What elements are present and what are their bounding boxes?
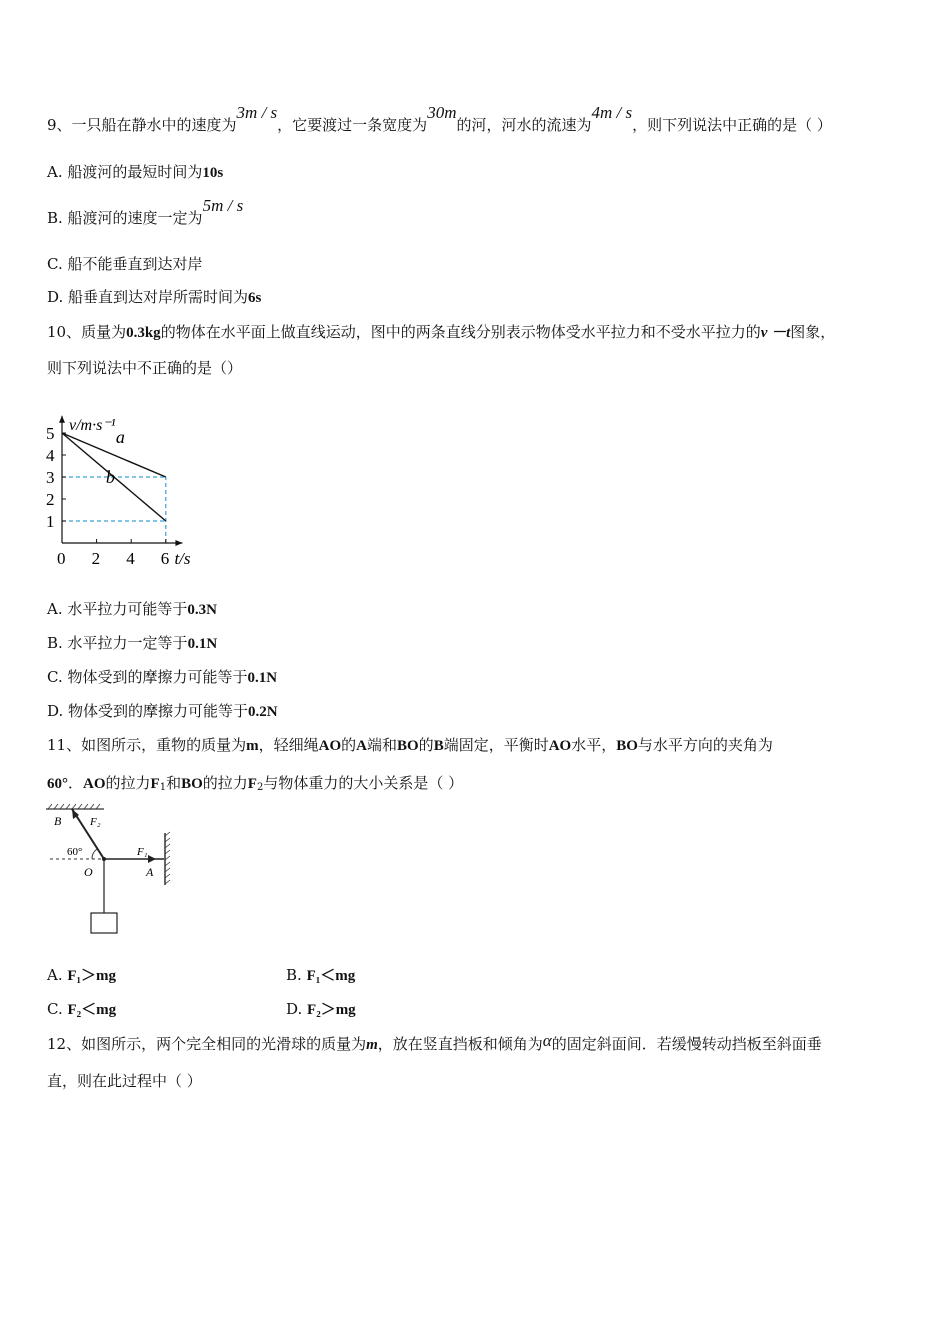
q11-options-ab xyxy=(47,965,647,986)
q10-text: 图象， xyxy=(790,323,836,341)
option-text: C. 船不能垂直到达对岸 xyxy=(47,255,203,273)
q10-option-b xyxy=(47,633,217,654)
q11-var: 60° xyxy=(47,776,68,792)
q12-text: 的固定斜面间．若缓慢转动挡板至斜面垂 xyxy=(551,1035,822,1053)
math-river-width: 30m xyxy=(427,103,457,122)
q9-text: ，它要渡过一条宽度为 xyxy=(277,116,428,134)
q10-option-a xyxy=(47,599,217,620)
chart-series xyxy=(62,427,166,521)
q9-option-b xyxy=(47,196,244,228)
q9-option-a xyxy=(47,162,223,183)
option-text: C. 物体受到的摩擦力可能等于 xyxy=(47,668,248,686)
q12-text: ，放在竖直挡板和倾角为 xyxy=(377,1035,543,1053)
x-axis-arrow xyxy=(175,540,182,546)
option-value: 10s xyxy=(202,165,224,181)
label-a: A xyxy=(146,865,154,879)
label-b: B xyxy=(54,814,62,828)
option-text: D. 物体受到的摩擦力可能等于 xyxy=(47,702,249,720)
q11-var: B xyxy=(433,738,444,754)
option-text: D. 船垂直到达对岸所需时间为 xyxy=(47,288,249,306)
q11-var: BO xyxy=(396,738,419,754)
q11-text: 与物体重力的大小关系是（ ） xyxy=(263,774,464,792)
label-angle: 60° xyxy=(67,846,83,858)
x-tick-label: 0 xyxy=(57,549,66,568)
q12-var: m xyxy=(366,1037,378,1053)
y-tick-label: 5 xyxy=(46,424,55,443)
q12-text: 直，则在此过程中（ ） xyxy=(47,1072,202,1090)
q11-var: F xyxy=(150,776,160,792)
option-value: 5m / s xyxy=(202,196,244,215)
option-value: F₁＜mg xyxy=(306,968,356,984)
q12-alpha: α xyxy=(542,1031,552,1050)
option-text: C. xyxy=(47,1000,68,1018)
q11-text: ，轻细绳 xyxy=(258,736,319,754)
q11-var: A xyxy=(356,738,367,754)
x-tick-label: 2 xyxy=(91,549,101,568)
vt-graph xyxy=(40,390,240,575)
q11-text: 11、如图所示，重物的质量为 xyxy=(47,736,247,754)
q11-var: BO xyxy=(181,776,203,792)
q10-vt: v －t xyxy=(760,325,791,341)
q9-text: 的河，河水的流速为 xyxy=(456,116,592,134)
y-tick-label: 2 xyxy=(46,490,55,509)
q10-option-c xyxy=(47,667,277,688)
q11-option-d xyxy=(286,999,356,1020)
option-text: B. xyxy=(286,966,307,984)
y-tick-label: 1 xyxy=(46,512,55,531)
series-label-b: b xyxy=(105,467,115,487)
y-axis-label: v/m·s⁻¹ xyxy=(69,416,116,434)
option-value: 6s xyxy=(248,290,262,306)
q11-var: AO xyxy=(318,738,342,754)
q11-text: 的 xyxy=(418,736,434,754)
q10-stem-line2 xyxy=(47,358,242,378)
q11-text: 的 xyxy=(341,736,357,754)
q11-option-b xyxy=(286,965,355,986)
q11-subscript: 2 xyxy=(256,782,264,793)
force-diagram xyxy=(44,803,184,938)
label-f1: F₁ xyxy=(137,846,148,858)
q11-var: F xyxy=(247,776,257,792)
math-water-speed: 4m / s xyxy=(591,103,633,122)
q11-text: ． xyxy=(68,774,84,792)
q9-stem xyxy=(47,103,832,135)
option-text: A. xyxy=(47,966,68,984)
q11-text: 的拉力 xyxy=(105,774,151,792)
q11-var: BO xyxy=(616,738,638,754)
label-f2: F₂ xyxy=(90,816,101,828)
q10-text: 则下列说法中不正确的是（） xyxy=(47,359,243,377)
q9-text: 9、一只船在静水中的速度为 xyxy=(47,116,237,134)
math-speed-boat: 3m / s xyxy=(236,103,278,122)
option-value: F₁＞mg xyxy=(67,968,117,984)
series-label-a: a xyxy=(115,427,125,447)
q11-var: m xyxy=(246,738,259,754)
option-value: F₂＞mg xyxy=(307,1002,356,1018)
option-text: A. 水平拉力可能等于 xyxy=(47,600,188,618)
x-axis-label: t/s xyxy=(174,549,191,568)
y-axis-arrow xyxy=(59,416,65,423)
q11-text: 端和 xyxy=(366,736,397,754)
x-tick-label: 4 xyxy=(126,549,135,568)
option-text: B. 水平拉力一定等于 xyxy=(47,634,188,652)
q11-stem xyxy=(47,735,773,756)
option-text: B. 船渡河的速度一定为 xyxy=(47,209,203,227)
q11-subscript: 1 xyxy=(159,782,167,793)
option-text: D. xyxy=(286,1000,308,1018)
option-value: 0.1N xyxy=(247,670,278,686)
q11-var: AO xyxy=(548,738,572,754)
q11-options-cd xyxy=(47,999,647,1020)
option-value: 0.3N xyxy=(187,602,217,618)
q10-text: 的物体在水平面上做直线运动，图中的两条直线分别表示物体受水平拉力和不受水平拉力的 xyxy=(160,323,761,341)
option-value: 0.1N xyxy=(187,636,218,652)
q9-text: ，则下列说法中正确的是（ ） xyxy=(632,116,832,134)
q11-text: 和 xyxy=(166,774,182,792)
option-value: 0.2N xyxy=(248,704,278,720)
q9-option-c xyxy=(47,254,202,274)
q10-option-d xyxy=(47,701,278,722)
q12-stem-line2 xyxy=(47,1071,202,1091)
q11-text: 端固定，平衡时 xyxy=(443,736,549,754)
x-tick-label: 6 xyxy=(160,549,170,568)
y-tick-label: 4 xyxy=(46,446,55,465)
q11-text: 水平， xyxy=(571,736,617,754)
y-tick-label: 3 xyxy=(46,468,55,487)
q11-var: AO xyxy=(83,776,106,792)
q11-text: 与水平方向的夹角为 xyxy=(637,736,773,754)
q12-stem xyxy=(47,1031,822,1055)
q10-text: 10、质量为 xyxy=(47,323,127,341)
option-text: A. 船渡河的最短时间为 xyxy=(47,163,203,181)
q10-mass: 0.3kg xyxy=(126,325,161,341)
q12-text: 12、如图所示，两个完全相同的光滑球的质量为 xyxy=(47,1035,367,1053)
q11-text: 的拉力 xyxy=(202,774,248,792)
option-value: F₂＜mg xyxy=(67,1002,117,1018)
label-o: O xyxy=(84,865,93,879)
q10-stem xyxy=(47,322,835,343)
q9-option-d xyxy=(47,287,261,308)
q11-stem-line2 xyxy=(47,773,463,798)
